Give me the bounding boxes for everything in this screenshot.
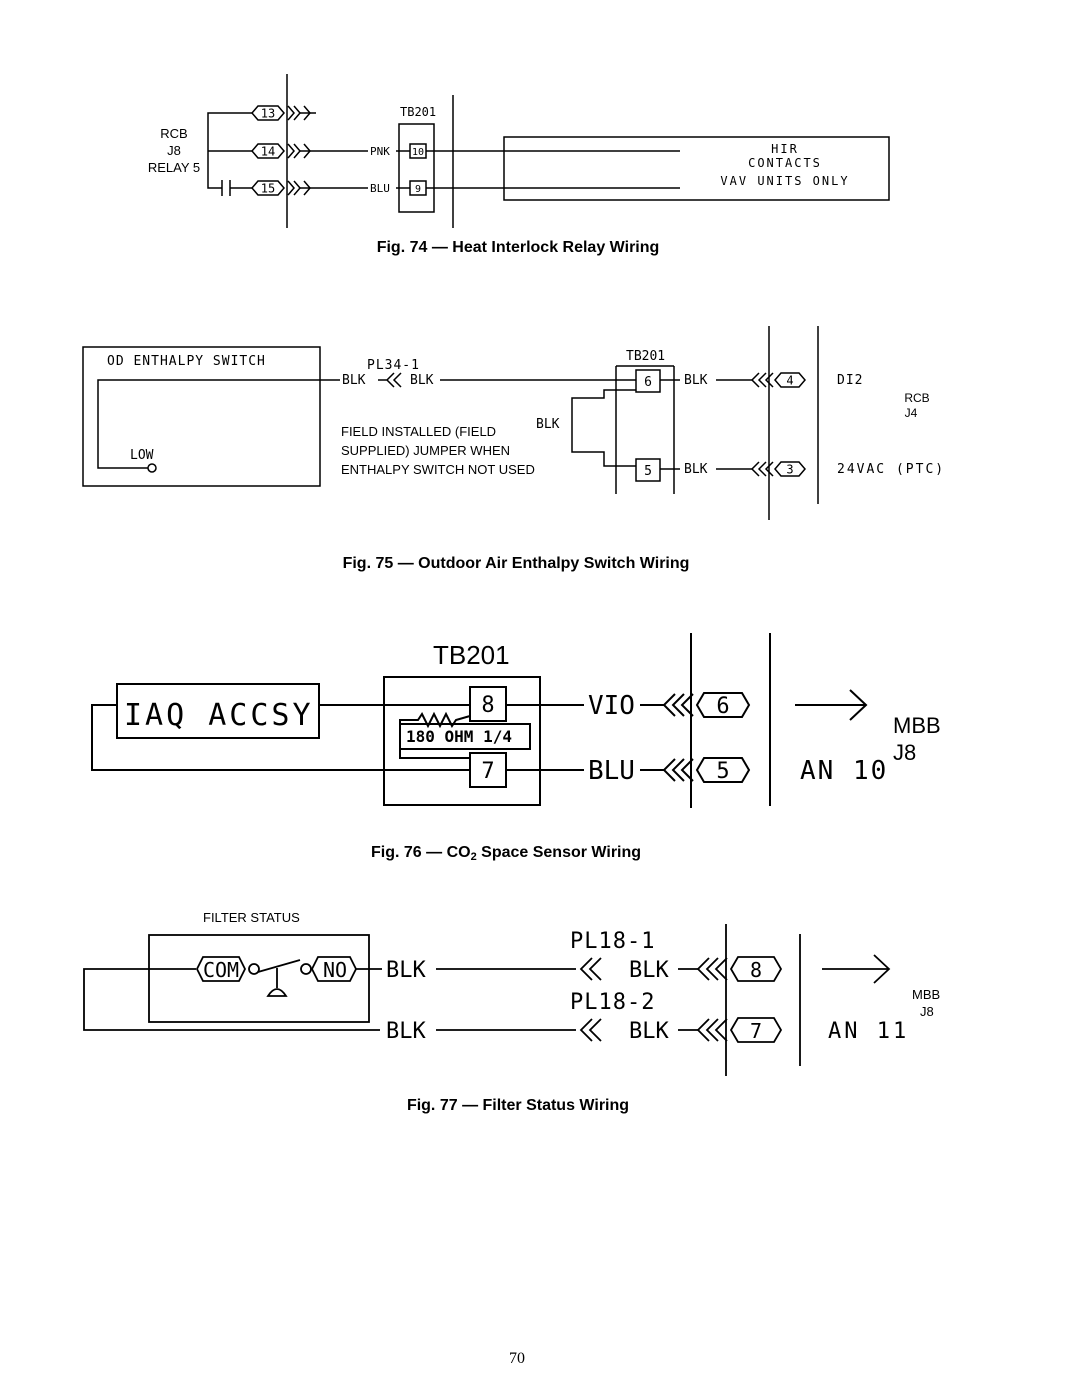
- fig77-pin-8: [731, 957, 781, 982]
- fig75-blk-left: BLK: [342, 373, 366, 388]
- fig75-low-label: LOW: [130, 448, 154, 463]
- fig77-pin-7: [731, 1018, 781, 1043]
- fig74-rcb-label: RCB: [160, 126, 188, 141]
- svg-text:NO: NO: [322, 958, 348, 982]
- svg-text:6: 6: [644, 375, 652, 390]
- svg-text:14: 14: [260, 144, 276, 159]
- fig76-pin-6: [697, 693, 749, 719]
- fig74-pin-15: [252, 181, 284, 196]
- fig76-pin-5: [697, 758, 749, 784]
- fig77-switch-blade: [258, 960, 300, 972]
- fig77-pl18-1-label: PL18-1: [570, 929, 656, 954]
- fig74-blu-label: BLU: [370, 182, 390, 195]
- fig75-note-line2: SUPPLIED) JUMPER WHEN: [341, 443, 511, 458]
- svg-text:4: 4: [786, 373, 794, 388]
- fig74-pnk-label: PNK: [370, 145, 390, 158]
- page-number: 70: [509, 1350, 525, 1367]
- fig77-no-terminal: [312, 957, 356, 982]
- fig77-chevron-pin7: [698, 1019, 727, 1041]
- fig77-pl18-2-label: PL18-2: [570, 990, 656, 1015]
- fig77-j8-label: J8: [920, 1004, 934, 1019]
- fig77-pressure-actuator: [268, 989, 286, 996]
- fig74-vav-label: VAV UNITS ONLY: [720, 174, 850, 188]
- fig77-chevron-pin8: [698, 958, 727, 980]
- fig74-heat-interlock-relay-diagram: [148, 74, 889, 228]
- fig77-com-terminal: [197, 957, 245, 982]
- fig76-arrow: [795, 690, 866, 720]
- fig76-chevron-pin5: [664, 759, 693, 781]
- fig75-tb201-label: TB201: [626, 349, 666, 364]
- svg-text:9: 9: [414, 184, 422, 195]
- fig77-filter-status-diagram: [84, 910, 940, 1076]
- fig77-caption: Fig. 77 — Filter Status Wiring: [406, 1097, 630, 1114]
- fig74-caption: Fig. 74 — Heat Interlock Relay Wiring: [376, 239, 660, 256]
- svg-text:8: 8: [481, 693, 495, 718]
- svg-text:7: 7: [749, 1019, 763, 1043]
- svg-text:8: 8: [749, 958, 763, 982]
- fig75-pin-4: [775, 373, 805, 388]
- fig75-low-terminal: [148, 464, 156, 472]
- fig75-chevron-pin4: [752, 373, 773, 387]
- fig77-mbb-label: MBB: [912, 987, 941, 1002]
- svg-text:13: 13: [260, 106, 276, 121]
- fig74-pin-13: [252, 106, 284, 121]
- fig77-blk-bottom-right: BLK: [629, 1019, 669, 1044]
- fig75-note-line1: FIELD INSTALLED (FIELD: [341, 424, 497, 439]
- svg-text:3: 3: [786, 462, 794, 477]
- fig75-caption: Fig. 75 — Outdoor Air Enthalpy Switch Wiring: [342, 555, 690, 572]
- fig75-pl34-label: PL34-1: [367, 358, 420, 373]
- fig76-tb201-label: TB201: [433, 640, 510, 670]
- fig75-chevron-pin3: [752, 462, 773, 476]
- fig77-pl18-2-connector: [581, 1019, 601, 1041]
- fig76-vio-label: VIO: [588, 691, 635, 721]
- svg-text:10: 10: [411, 147, 425, 158]
- fig77-blk-top-left: BLK: [386, 958, 426, 983]
- svg-text:15: 15: [260, 181, 276, 196]
- svg-text:6: 6: [716, 694, 730, 719]
- fig76-j8-label: J8: [893, 740, 917, 765]
- fig74-tb201-label: TB201: [400, 105, 437, 119]
- svg-text:COM: COM: [202, 958, 240, 982]
- fig76-co2-sensor-diagram: [92, 633, 941, 808]
- fig77-arrow: [822, 955, 889, 983]
- fig77-pl18-1-connector: [581, 958, 601, 980]
- fig75-note-line3: ENTHALPY SWITCH NOT USED: [341, 462, 535, 477]
- fig77-com-contact: [249, 964, 259, 974]
- fig76-caption: Fig. 76 — CO2 Space Sensor Wiring: [371, 844, 642, 863]
- svg-text:5: 5: [644, 464, 652, 479]
- fig74-contacts-label: CONTACTS: [748, 156, 822, 170]
- fig75-blk-right: BLK: [410, 373, 434, 388]
- fig77-an11-label: AN 11: [828, 1019, 910, 1044]
- fig76-mbb-label: MBB: [893, 713, 941, 738]
- fig75-blk-pin4: BLK: [684, 373, 708, 388]
- fig76-blu-label: BLU: [588, 756, 635, 786]
- fig75-enthalpy-switch-diagram: [83, 326, 945, 520]
- fig77-filter-status-title: FILTER STATUS: [203, 910, 300, 925]
- fig77-blk-top-right: BLK: [629, 958, 669, 983]
- fig75-j4-label: J4: [904, 406, 918, 420]
- fig74-relay-label: RELAY 5: [147, 160, 201, 175]
- fig74-j8-label: J8: [167, 143, 181, 158]
- fig76-an10-label: AN 10: [800, 756, 889, 786]
- fig74-hir-label: HIR: [771, 142, 799, 156]
- fig75-pin-3: [775, 462, 805, 477]
- fig75-blk-pin3: BLK: [684, 462, 708, 477]
- fig75-pl34-connector: [378, 373, 401, 387]
- fig77-blk-bottom-left: BLK: [386, 1019, 426, 1044]
- fig76-chevron-pin6: [664, 694, 693, 716]
- svg-text:7: 7: [481, 759, 495, 784]
- fig75-switch-title: OD ENTHALPY SWITCH: [107, 354, 266, 369]
- fig74-hir-box: [504, 137, 889, 200]
- fig74-tb201-block: [399, 124, 434, 212]
- fig75-di2-label: DI2: [837, 373, 864, 388]
- fig75-jumper-blk-label: BLK: [536, 417, 560, 432]
- fig76-resistor-label: 180 OHM 1/4: [406, 727, 512, 746]
- fig77-no-contact: [301, 964, 311, 974]
- fig75-jumper-wire: [572, 390, 636, 466]
- fig74-pin-14: [252, 144, 284, 159]
- fig75-rcb-label: RCB: [904, 391, 930, 405]
- svg-text:5: 5: [716, 759, 730, 784]
- fig75-24vac-label: 24VAC (PTC): [837, 462, 946, 477]
- fig76-iaq-label: IAQ ACCSY: [124, 698, 314, 733]
